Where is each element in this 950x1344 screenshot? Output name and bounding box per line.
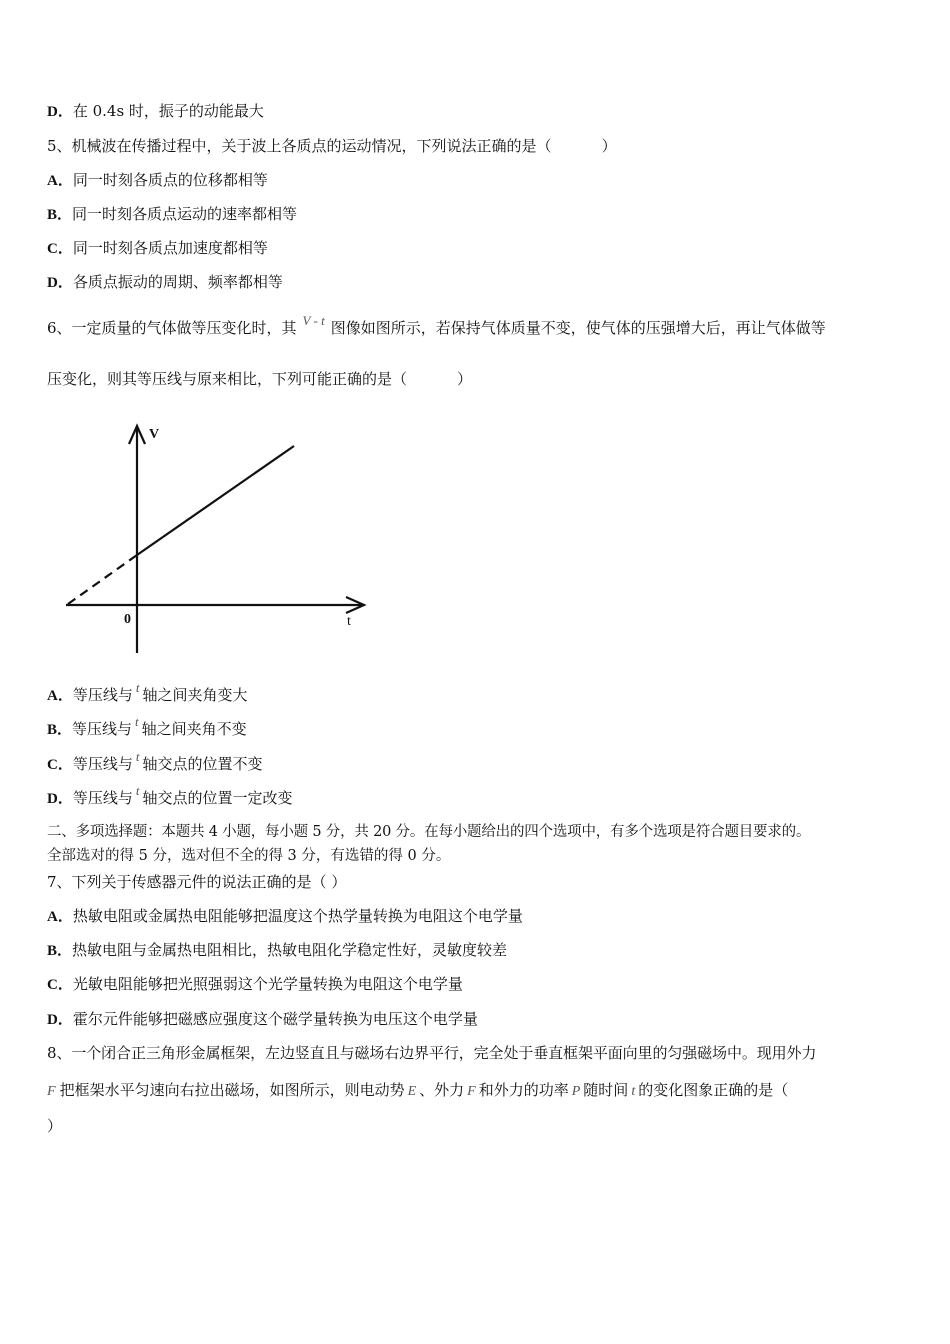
q6-stem-c: 压变化，则其等压线与原来相比，下列可能正确的是（ (47, 370, 408, 388)
var-t: t (135, 714, 139, 729)
option-text: 霍尔元件能够把磁感应强度这个磁学量转换为电压这个电学量 (72, 1010, 478, 1028)
q6-option-d (47, 783, 293, 809)
q7-option-d (47, 1009, 478, 1030)
option-letter: A． (47, 688, 73, 704)
q8-text-b: 、外力 (419, 1081, 465, 1099)
var-t: t (135, 749, 140, 764)
q5-option-d (47, 272, 283, 293)
option-letter: C． (47, 977, 73, 993)
q6-option-b (47, 714, 247, 740)
option-text: 同一时刻各质点加速度都相等 (72, 239, 268, 257)
q8-text-a: 把框架水平匀速向右拉出磁场，如图所示，则电动势 (59, 1081, 405, 1099)
var-t: t (631, 1084, 636, 1099)
q6-vt-graph (60, 418, 380, 658)
option-letter: A． (47, 173, 73, 189)
section2-header-line2: 全部选对的得 5 分，选对但不全的得 3 分，有选错的得 0 分。 (47, 848, 451, 864)
q4-option-d (47, 101, 264, 122)
option-post: 轴交点的位置不变 (142, 755, 263, 773)
q8-stem-line3: ） (47, 1117, 63, 1135)
option-letter: B． (47, 207, 73, 223)
option-pre: 等压线与 (72, 720, 133, 738)
option-letter: D． (47, 104, 73, 120)
q5-stem (47, 136, 617, 156)
q7-stem: 7、下列关于传感器元件的说法正确的是（ ） (47, 873, 347, 891)
var-F: F (47, 1084, 56, 1099)
option-text: 同一时刻各质点运动的速率都相等 (72, 205, 298, 223)
option-text: 热敏电阻与金属热电阻相比，热敏电阻化学稳定性好，灵敏度较差 (72, 941, 508, 959)
option-letter: C． (47, 757, 73, 773)
var-F: F (467, 1084, 476, 1099)
q6-stem-line1 (47, 313, 826, 339)
var-t: t (135, 783, 140, 798)
option-pre: 等压线与 (72, 789, 133, 807)
q5-option-b (47, 204, 297, 225)
var-t: t (135, 680, 140, 695)
q6-var-vt: V - t (302, 313, 325, 328)
var-E: E (407, 1084, 417, 1099)
option-letter: D． (47, 1012, 73, 1028)
q8-stem-line2 (47, 1080, 788, 1102)
q5-option-c (47, 238, 268, 259)
section2-header-line1: 二、多项选择题：本题共 4 小题，每小题 5 分，共 20 分。在每小题给出的四个选项中，有多个选项是符合题目要求的。 (47, 824, 811, 840)
isobar-solid-line (137, 446, 294, 555)
option-text: 热敏电阻或金属热电阻能够把温度这个热学量转换为电阻这个电学量 (72, 907, 523, 925)
option-post: 轴交点的位置一定改变 (142, 789, 293, 807)
option-text: 在 0.4s 时，振子的动能最大 (72, 102, 264, 120)
q6-option-c (47, 749, 263, 775)
x-axis-label: t (347, 614, 351, 629)
q5-close-paren: ） (601, 137, 617, 155)
option-letter: C． (47, 241, 73, 257)
origin-label: 0 (124, 612, 131, 627)
option-letter: A． (47, 909, 73, 925)
option-post: 轴之间夹角变大 (142, 686, 248, 704)
option-letter: D． (47, 275, 73, 291)
var-P: P (571, 1084, 581, 1099)
q7-option-a (47, 906, 523, 927)
q8-stem-line1: 8、一个闭合正三角形金属框架，左边竖直且与磁场右边界平行，完全处于垂直框架平面向里的匀强磁场中。现用外力 (47, 1044, 817, 1062)
q6-option-a (47, 680, 248, 706)
option-pre: 等压线与 (72, 755, 133, 773)
option-letter: B． (47, 722, 73, 738)
q6-stem-line2 (47, 369, 472, 389)
option-pre: 等压线与 (72, 686, 133, 704)
q5-stem-text: 5、机械波在传播过程中，关于波上各质点的运动情况，下列说法正确的是（ (47, 137, 552, 155)
option-letter: B． (47, 943, 73, 959)
option-text: 同一时刻各质点的位移都相等 (72, 171, 268, 189)
q7-option-c (47, 974, 463, 995)
q6-stem-b: 图像如图所示，若保持气体质量不变，使气体的压强增大后，再让气体做等 (330, 319, 826, 337)
option-text: 光敏电阻能够把光照强弱这个光学量转换为电阻这个电学量 (72, 975, 463, 993)
option-letter: D． (47, 791, 73, 807)
y-axis-label: V (149, 427, 160, 442)
q6-close-paren: ） (457, 370, 473, 388)
option-text: 各质点振动的周期、频率都相等 (72, 273, 283, 291)
q7-option-b (47, 940, 507, 961)
q8-text-d: 随时间 (583, 1081, 629, 1099)
isobar-dashed-extension (68, 555, 137, 604)
q8-text-c: 和外力的功率 (478, 1081, 569, 1099)
q5-option-a (47, 170, 268, 191)
option-post: 轴之间夹角不变 (141, 720, 247, 738)
q8-text-e: 的变化图象正确的是（ (638, 1081, 789, 1099)
q6-stem-a: 6、一定质量的气体做等压变化时，其 (47, 319, 297, 337)
